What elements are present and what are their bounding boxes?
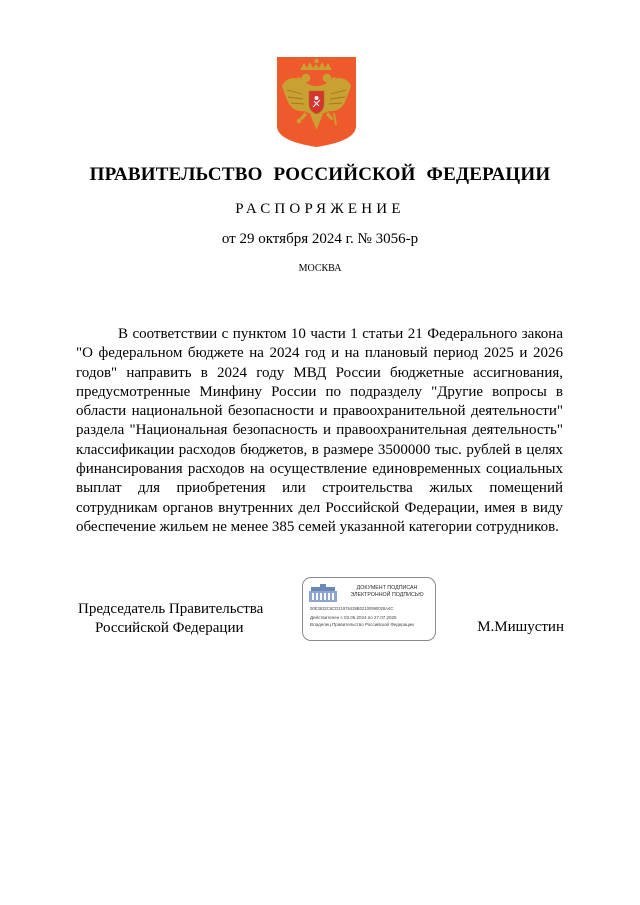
signatory-name: М.Мишустин xyxy=(477,619,564,635)
position-line-2: Российской Федерации xyxy=(95,620,244,636)
government-title: ПРАВИТЕЛЬСТВО РОССИЙСКОЙ ФЕДЕРАЦИИ xyxy=(89,164,551,185)
coat-of-arms-icon xyxy=(276,56,357,148)
order-paragraph: В соответствии с пунктом 10 части 1 статьи 21 Федерального закона "О федеральном бюджете на 2024 год и на плановый период 2025 и 2026 годов" направить в 2024 году МВД России бюджетные ассигнования, предусмотренные Минфину России по подразделу "Другие вопросы в области национальной безопасности и правоохранительной деятельности" раздела "Национальная безопасность и правоохранительная деятельность" классификации расходов бюджетов, в размере 3500000 тыс. рублей в целях финансирования расходов на осуществление единовременных социальных выплат для приобретения или строительства жилых помещений сотрудникам органов внутренних дел Российской Федерации, имея в виду обеспечение жильем не менее 385 семей указанной категории сотрудников. xyxy=(76,326,563,535)
government-building-icon xyxy=(309,583,337,603)
certificate-owner: Владелец Правительство Российской Федерации xyxy=(310,622,414,627)
certificate-validity: Действителен с 03.05.2024 по 27.07.2025 xyxy=(310,615,397,620)
stamp-heading-line-2: ЭЛЕКТРОННОЙ ПОДПИСЬЮ xyxy=(350,591,424,598)
position-line-1: Председатель Правительства xyxy=(78,601,264,617)
document-date-number: от 29 октября 2024 г. № 3056-р xyxy=(221,231,419,247)
stamp-heading xyxy=(339,585,435,598)
signatory-position xyxy=(78,600,278,638)
document-city: МОСКВА xyxy=(298,263,342,274)
certificate-serial: 00E3632C6CD21976439B02100990028A4C xyxy=(310,606,394,611)
stamp-heading-line-1: ДОКУМЕНТ ПОДПИСАН xyxy=(356,585,418,591)
document-type: РАСПОРЯЖЕНИЕ xyxy=(235,201,405,217)
electronic-signature-stamp xyxy=(302,577,436,641)
